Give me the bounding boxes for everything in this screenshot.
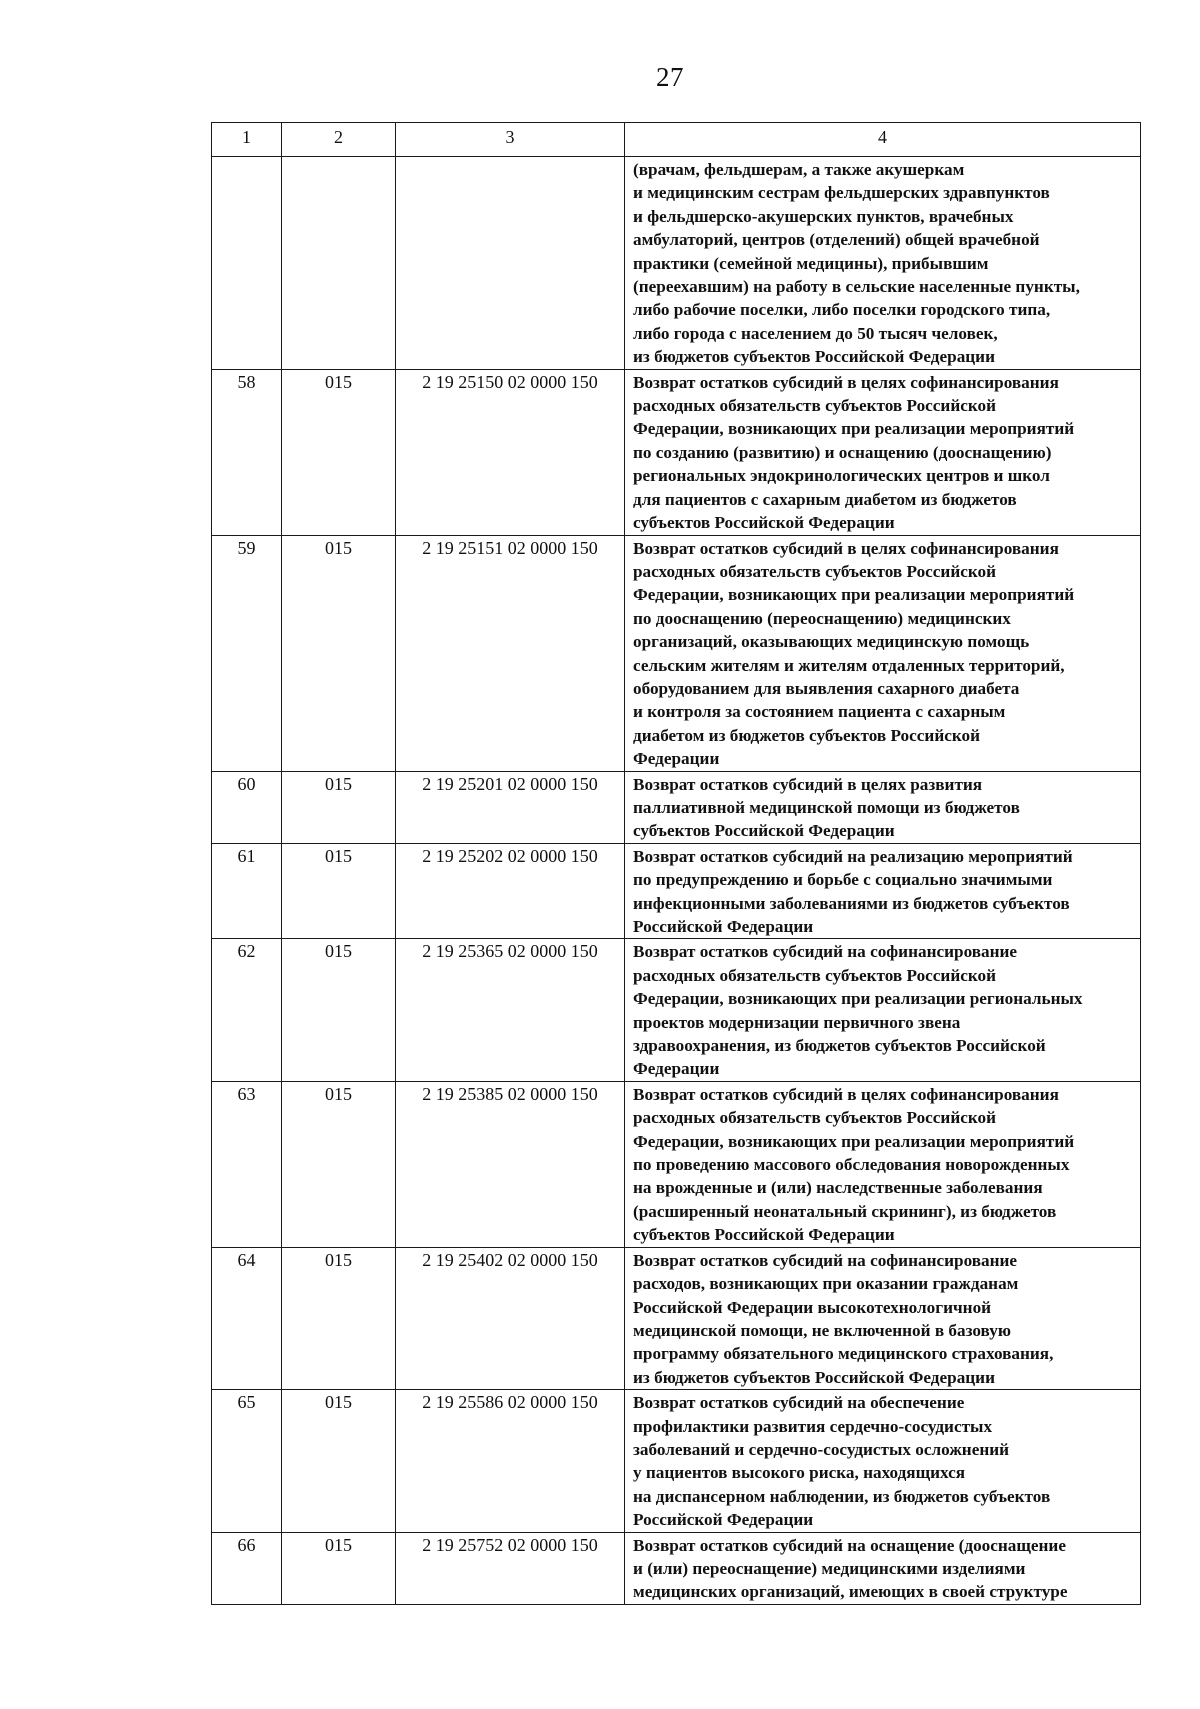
row-administrator-code: 015 [282, 939, 396, 1081]
row-budget-code: 2 19 25365 02 0000 150 [396, 939, 625, 1081]
row-description: Возврат остатков субсидий в целях софинансирования расходных обязательств субъектов Российской Федерации, возникающих при реализации мероприятий по проведению массового обследования новорожденных на врожденные и (или) наследственные заболевания (расширенный неонатальный скрининг), из бюджетов субъектов Российской Федерации [625, 1081, 1141, 1247]
table-row [212, 1390, 1141, 1532]
row-administrator-code: 015 [282, 843, 396, 939]
column-header-code: 3 [396, 123, 625, 157]
row-description: Возврат остатков субсидий на реализацию мероприятий по предупреждению и борьбе с социально значимыми инфекционными заболеваниями из бюджетов субъектов Российской Федерации [625, 843, 1141, 939]
table-row [212, 1081, 1141, 1247]
row-description: Возврат остатков субсидий в целях развития паллиативной медицинской помощи из бюджетов субъектов Российской Федерации [625, 771, 1141, 843]
row-budget-code: 2 19 25150 02 0000 150 [396, 369, 625, 535]
row-administrator-code: 015 [282, 1390, 396, 1532]
row-number: 61 [212, 843, 282, 939]
row-number: 66 [212, 1532, 282, 1604]
table-header-row [212, 123, 1141, 157]
row-number: 58 [212, 369, 282, 535]
row-description: Возврат остатков субсидий на обеспечение профилактики развития сердечно-сосудистых заболеваний и сердечно-сосудистых осложнений у пациентов высокого риска, находящихся на диспансерном наблюдении, из бюджетов субъектов Российской Федерации [625, 1390, 1141, 1532]
table-row [212, 843, 1141, 939]
table-row [212, 1532, 1141, 1604]
table-row [212, 1247, 1141, 1389]
row-number: 64 [212, 1247, 282, 1389]
row-budget-code: 2 19 25402 02 0000 150 [396, 1247, 625, 1389]
row-budget-code: 2 19 25586 02 0000 150 [396, 1390, 625, 1532]
page-number: 27 [656, 62, 684, 92]
table-row-continuation [212, 157, 1141, 370]
table-row [212, 771, 1141, 843]
column-header-description: 4 [625, 123, 1141, 157]
budget-codes-table [211, 122, 1141, 1605]
row-description: Возврат остатков субсидий на софинансирование расходных обязательств субъектов Российской Федерации, возникающих при реализации региональных проектов модернизации первичного звена здравоохранения, из бюджетов субъектов Российской Федерации [625, 939, 1141, 1081]
continuation-description-cell: (врачам, фельдшерам, а также акушеркам и медицинским сестрам фельдшерских здравпунктов и фельдшерско-акушерских пунктов, врачебных амбулаторий, центров (отделений) общей врачебной практики (семейной медицины), прибывшим (переехавшим) на работу в сельские населенные пункты, либо рабочие поселки, либо поселки городского типа, либо города с населением до 50 тысяч человек, из бюджетов субъектов Российской Федерации [625, 157, 1141, 370]
continuation-administrator-cell [282, 157, 396, 370]
row-budget-code: 2 19 25151 02 0000 150 [396, 535, 625, 771]
row-number: 59 [212, 535, 282, 771]
row-budget-code: 2 19 25201 02 0000 150 [396, 771, 625, 843]
row-description: Возврат остатков субсидий на оснащение (дооснащение и (или) переоснащение) медицинскими изделиями медицинских организаций, имеющих в своей структуре [625, 1532, 1141, 1604]
row-budget-code: 2 19 25202 02 0000 150 [396, 843, 625, 939]
row-number: 63 [212, 1081, 282, 1247]
row-budget-code: 2 19 25385 02 0000 150 [396, 1081, 625, 1247]
row-number: 60 [212, 771, 282, 843]
row-number: 62 [212, 939, 282, 1081]
row-administrator-code: 015 [282, 1247, 396, 1389]
row-description: Возврат остатков субсидий в целях софинансирования расходных обязательств субъектов Российской Федерации, возникающих при реализации мероприятий по дооснащению (переоснащению) медицинских организаций, оказывающих медицинскую помощь сельским жителям и жителям отдаленных территорий, оборудованием для выявления сахарного диабета и контроля за состоянием пациента с сахарным диабетом из бюджетов субъектов Российской Федерации [625, 535, 1141, 771]
column-header-number: 1 [212, 123, 282, 157]
table-row [212, 535, 1141, 771]
column-header-administrator: 2 [282, 123, 396, 157]
row-administrator-code: 015 [282, 1532, 396, 1604]
row-description: Возврат остатков субсидий на софинансирование расходов, возникающих при оказании гражданам Российской Федерации высокотехнологичной медицинской помощи, не включенной в базовую программу обязательного медицинского страхования, из бюджетов субъектов Российской Федерации [625, 1247, 1141, 1389]
row-administrator-code: 015 [282, 771, 396, 843]
table-row [212, 369, 1141, 535]
row-number: 65 [212, 1390, 282, 1532]
row-administrator-code: 015 [282, 369, 396, 535]
table-row [212, 939, 1141, 1081]
row-administrator-code: 015 [282, 535, 396, 771]
row-description: Возврат остатков субсидий в целях софинансирования расходных обязательств субъектов Российской Федерации, возникающих при реализации мероприятий по созданию (развитию) и оснащению (дооснащению) региональных эндокринологических центров и школ для пациентов с сахарным диабетом из бюджетов субъектов Российской Федерации [625, 369, 1141, 535]
continuation-number-cell [212, 157, 282, 370]
row-budget-code: 2 19 25752 02 0000 150 [396, 1532, 625, 1604]
row-administrator-code: 015 [282, 1081, 396, 1247]
continuation-code-cell [396, 157, 625, 370]
